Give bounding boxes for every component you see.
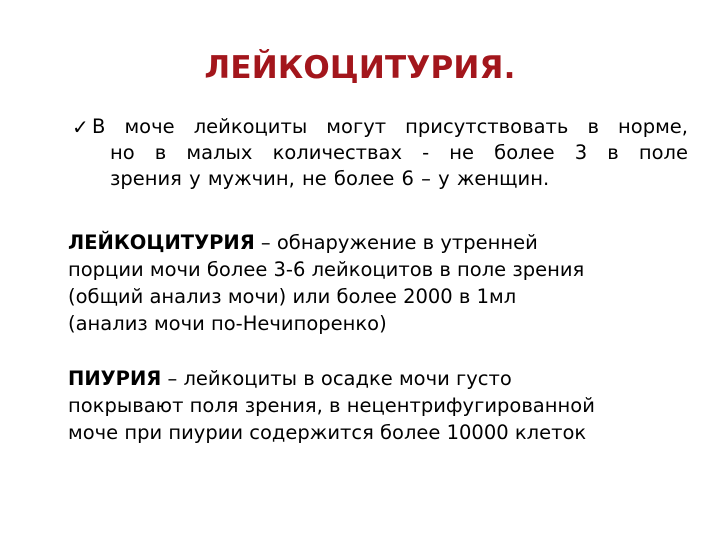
definition-line [68, 365, 698, 392]
checkmark-icon: ✓ [72, 115, 89, 139]
definition-term: ПИУРИЯ [68, 367, 162, 390]
definition-line: покрывают поля зрения, в нецентрифугированной [68, 394, 595, 417]
bullet-item [72, 114, 688, 192]
definition-line: (анализ мочи по-Нечипоренко) [68, 312, 387, 335]
slide-title: ЛЕЙКОЦИТУРИЯ. [204, 50, 516, 86]
definition-line: порции мочи более 3-6 лейкоцитов в поле зрения [68, 258, 585, 281]
definition-line: (общий анализ мочи) или более 2000 в 1мл [68, 285, 517, 308]
bullet-line-3: зрения у мужчин, не более 6 – у женщин. [110, 167, 550, 190]
definition-pyuria [68, 365, 698, 446]
bullet-line-1: В моче лейкоциты могут присутствовать в норме, [92, 115, 688, 138]
definition-line [68, 229, 698, 256]
definition-line: моче при пиурии содержится более 10000 клеток [68, 421, 587, 444]
definition-term: ЛЕЙКОЦИТУРИЯ [68, 231, 255, 254]
bullet-line-2: но в малых количествах - не более 3 в поле [110, 141, 688, 164]
definition-text: – обнаружение в утренней [254, 231, 538, 254]
definition-text: – лейкоциты в осадке мочи густо [161, 367, 512, 390]
bullet-text [72, 114, 688, 192]
definition-leukocyturia [68, 229, 698, 337]
